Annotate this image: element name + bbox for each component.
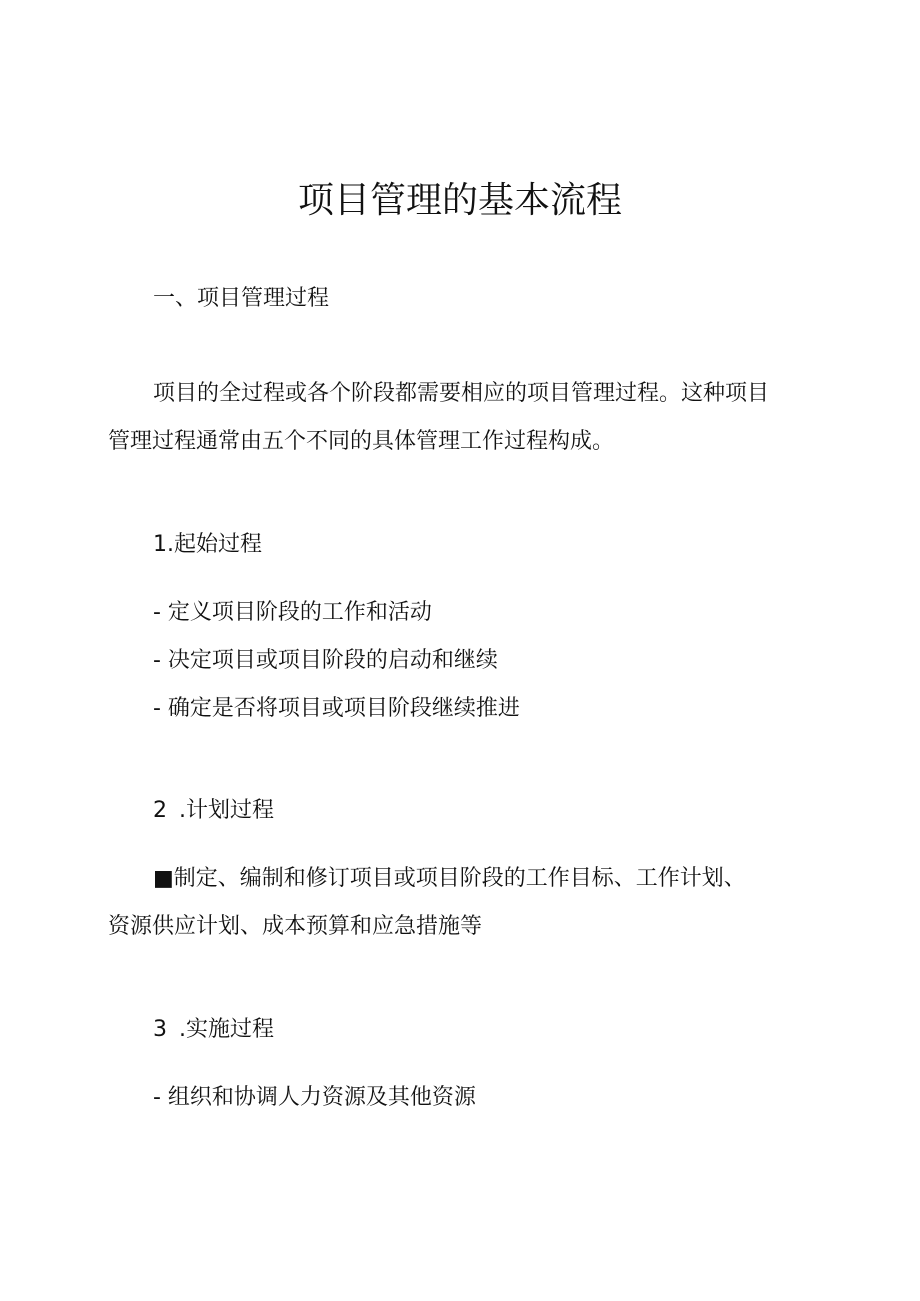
step-1-item: - 定义项目阶段的工作和活动 [153, 600, 432, 625]
step-1-item: - 决定项目或项目阶段的启动和继续 [153, 648, 498, 673]
step-2-label: .计划过程 [179, 798, 274, 823]
step-2-item-line-2: 资源供应计划、成本预算和应急措施等 [108, 914, 483, 939]
step-3-number: 3 [153, 1017, 167, 1042]
document-title: 项目管理的基本流程 [297, 180, 622, 221]
step-3-item: - 组织和协调人力资源及其他资源 [153, 1085, 476, 1110]
step-2-heading [153, 796, 274, 826]
section-heading: 一、项目管理过程 [153, 286, 330, 311]
step-1-number: 1 [153, 532, 167, 557]
step-3-label: .实施过程 [179, 1017, 274, 1042]
step-1-item: - 确定是否将项目或项目阶段继续推进 [153, 696, 520, 721]
step-2-number: 2 [153, 798, 167, 823]
step-1-label: .起始过程 [167, 532, 262, 557]
intro-paragraph-line-2: 管理过程通常由五个不同的具体管理工作过程构成。 [108, 429, 615, 454]
intro-paragraph-line-1: 项目的全过程或各个阶段都需要相应的项目管理过程。这种项目 [153, 381, 770, 406]
step-1-heading [153, 530, 262, 560]
step-3-heading [153, 1015, 274, 1045]
step-2-item-line-1: ■制定、编制和修订项目或项目阶段的工作目标、工作计划、 [153, 866, 746, 891]
